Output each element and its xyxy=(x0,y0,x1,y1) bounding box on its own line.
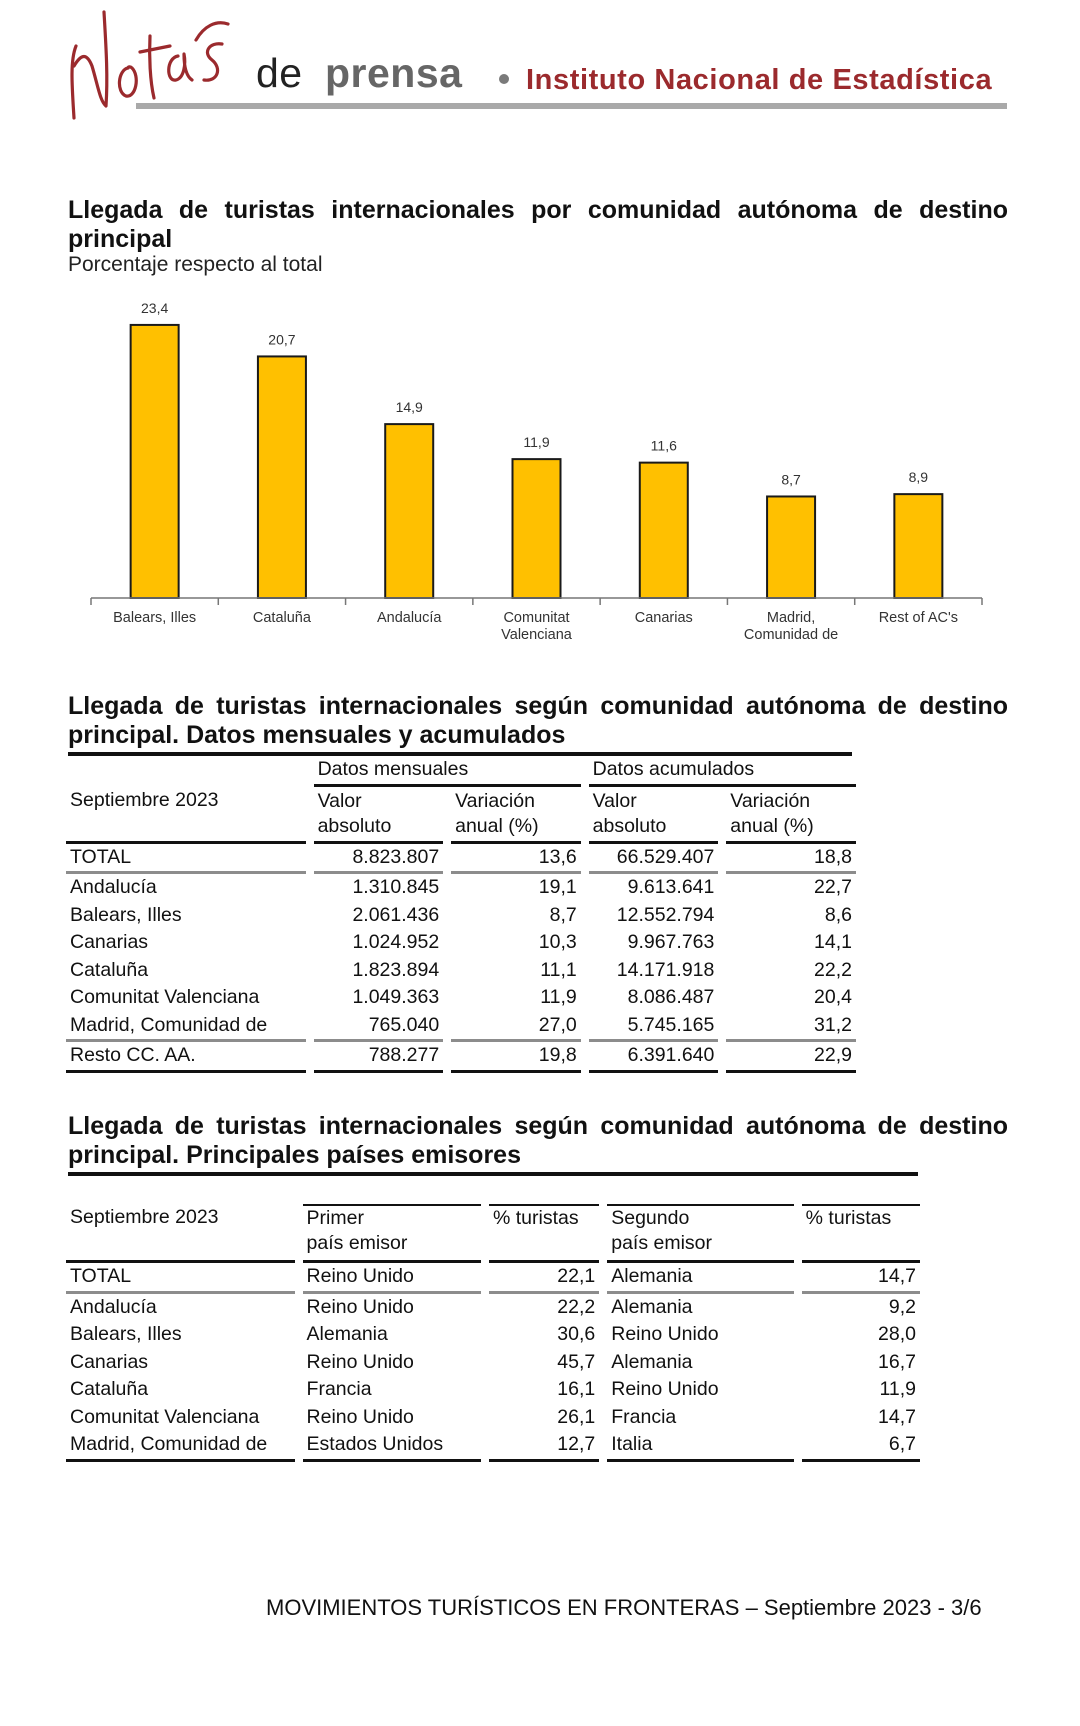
row-label: Canarias xyxy=(70,1350,149,1373)
table-cell: 28,0 xyxy=(878,1323,916,1346)
table-cell: 9,2 xyxy=(888,1295,916,1318)
row-label: Madrid, Comunidad de xyxy=(66,1431,295,1462)
table-cell: 5.745.165 xyxy=(589,1012,719,1043)
row-label: Cataluña xyxy=(70,1378,149,1401)
table-cell: 13,6 xyxy=(451,844,581,875)
table-cell: 1.310.845 xyxy=(352,876,440,899)
table-row xyxy=(66,1042,856,1073)
bar-chart xyxy=(0,280,1080,640)
table-row xyxy=(66,902,856,930)
table-cell: 22,9 xyxy=(726,1042,856,1073)
table-row xyxy=(66,1431,920,1462)
chart-title-line1: Llegada de turistas internacionales por comunidad autónoma de destino xyxy=(68,196,1008,224)
table-cell: 27,0 xyxy=(451,1012,581,1043)
table-row xyxy=(66,984,856,1012)
table-cell: 2.061.436 xyxy=(352,903,440,926)
table-row xyxy=(66,1376,920,1404)
table-cell: Reino Unido xyxy=(611,1323,719,1346)
bar-value-label: 8,7 xyxy=(781,471,801,488)
chart-title-line2: principal xyxy=(68,225,173,253)
category-label: Canarias xyxy=(634,610,693,626)
table-cell: 22,2 xyxy=(557,1295,596,1318)
bar xyxy=(258,356,306,598)
category-label: Comunitat xyxy=(503,610,570,626)
table-row xyxy=(66,1012,856,1043)
table-row xyxy=(66,1294,920,1322)
row-label: Resto CC. AA. xyxy=(66,1042,306,1073)
bar xyxy=(767,496,815,598)
col-header: Segundo país emisor xyxy=(607,1204,793,1263)
table-cell: 10,3 xyxy=(538,931,577,954)
table-cell: 8,6 xyxy=(824,903,852,926)
chart-bars xyxy=(131,325,943,598)
table-cell: 18,8 xyxy=(726,844,856,875)
category-label: Andalucía xyxy=(376,610,442,626)
table-row xyxy=(66,1263,920,1294)
chart-title xyxy=(68,196,1008,254)
table-cell: 765.040 xyxy=(314,1012,444,1043)
category-label: Cataluña xyxy=(252,610,311,626)
page-footer: MOVIMIENTOS TURÍSTICOS EN FRONTERAS – Septiembre 2023 - 3/6 xyxy=(266,1595,982,1620)
table-cell: 11,1 xyxy=(540,958,577,981)
table-cell: 8,7 xyxy=(549,903,577,926)
table-cell: Reino Unido xyxy=(303,1263,481,1294)
row-label: Andalucía xyxy=(70,1295,157,1318)
table-cell: Francia xyxy=(611,1405,677,1428)
table-cell: 20,4 xyxy=(814,986,852,1009)
table-cell: 1.049.363 xyxy=(352,986,440,1009)
table1-title-line1: Llegada de turistas internacionales según comunidad autónoma de destino xyxy=(68,692,1008,720)
bar xyxy=(894,494,942,598)
bar-value-label: 8,9 xyxy=(908,469,929,486)
row-label: Madrid, Comunidad de xyxy=(66,1012,306,1043)
row-label: Comunitat Valenciana xyxy=(70,1405,260,1428)
table-cell: 8.086.487 xyxy=(627,986,715,1009)
table-cell: 22,1 xyxy=(489,1263,599,1294)
table-cell: 14.171.918 xyxy=(616,958,715,981)
table-row xyxy=(66,1404,920,1432)
table2-title-line2: principal. Principales países emisores xyxy=(68,1141,521,1169)
table1-col-header-row xyxy=(66,787,856,844)
table-cell: 66.529.407 xyxy=(589,844,719,875)
bar-value-label: 20,7 xyxy=(268,331,296,348)
group-header-mensuales: Datos mensuales xyxy=(314,756,581,787)
row-label: Canarias xyxy=(70,931,149,954)
table-cell: 31,2 xyxy=(726,1012,856,1043)
table-cell: 14,7 xyxy=(878,1405,916,1428)
table-cell: 12.552.794 xyxy=(616,903,715,926)
table-cell: 26,1 xyxy=(557,1405,596,1428)
table1-group-header-row xyxy=(66,756,856,787)
table-row xyxy=(66,874,856,902)
table-cell: 30,6 xyxy=(557,1323,596,1346)
table-cell: Francia xyxy=(306,1378,372,1401)
table-cell: Italia xyxy=(607,1431,793,1462)
category-label: Valenciana xyxy=(501,627,572,640)
bar xyxy=(513,459,561,598)
table-cell: 1.024.952 xyxy=(352,931,440,954)
bar-value-label: 11,6 xyxy=(650,437,677,454)
table-row xyxy=(66,957,856,985)
category-label: Rest of AC's xyxy=(878,610,959,626)
table1-body xyxy=(66,844,856,1073)
row-label: Balears, Illes xyxy=(70,903,182,926)
table-cell: Reino Unido xyxy=(306,1405,414,1428)
chart-subtitle: Porcentaje respecto al total xyxy=(68,253,323,276)
table-cell: 8.823.807 xyxy=(314,844,444,875)
header-prensa: prensa xyxy=(325,50,463,96)
header-bullet-icon xyxy=(499,74,509,84)
col-header: Variación anual (%) xyxy=(726,787,856,844)
table-cell: 45,7 xyxy=(557,1350,596,1373)
group-header-acumulados: Datos acumulados xyxy=(589,756,856,787)
col-header: % turistas xyxy=(489,1204,599,1263)
table-cell: 22,7 xyxy=(814,876,852,899)
row-label: Cataluña xyxy=(70,958,149,981)
table-cell: 22,2 xyxy=(814,958,852,981)
table-cell: 14,1 xyxy=(814,931,852,954)
table-cell: 6,7 xyxy=(802,1431,920,1462)
monthly-cumulative-table xyxy=(66,756,856,1073)
table2-top-rule xyxy=(68,1172,918,1176)
chart-x-axis xyxy=(91,598,982,605)
table-cell: Alemania xyxy=(607,1263,793,1294)
table-cell: 14,7 xyxy=(802,1263,920,1294)
table-cell: 19,8 xyxy=(451,1042,581,1073)
col-header: Valor absoluto xyxy=(589,787,719,844)
table2-title-line1: Llegada de turistas internacionales según comunidad autónoma de destino xyxy=(68,1112,1008,1140)
category-label: Comunidad de xyxy=(743,627,839,640)
row-label: Comunitat Valenciana xyxy=(70,986,260,1009)
period-label: Septiembre 2023 xyxy=(66,1204,295,1263)
table-cell: Estados Unidos xyxy=(303,1431,481,1462)
table-cell: Alemania xyxy=(611,1350,693,1373)
table-cell: 12,7 xyxy=(489,1431,599,1462)
row-label: Balears, Illes xyxy=(70,1323,182,1346)
table-cell: 1.823.894 xyxy=(352,958,440,981)
header-rule xyxy=(136,103,1007,109)
table-row xyxy=(66,844,856,875)
bar-value-label: 14,9 xyxy=(395,399,423,416)
table1-title xyxy=(68,692,1008,750)
bar-value-label: 11,9 xyxy=(523,434,550,451)
bar-value-label: 23,4 xyxy=(141,299,169,316)
table-cell: 9.613.641 xyxy=(627,876,715,899)
period-label: Septiembre 2023 xyxy=(66,787,306,844)
table1-title-line2: principal. Datos mensuales y acumulados xyxy=(68,721,566,749)
chart-category-labels xyxy=(113,610,958,640)
category-label: Madrid, xyxy=(766,610,816,626)
table-cell: 11,9 xyxy=(879,1378,916,1401)
row-label: Andalucía xyxy=(70,876,157,899)
table-cell: Reino Unido xyxy=(611,1378,719,1401)
table-cell: 11,9 xyxy=(540,986,577,1009)
table-cell: 788.277 xyxy=(314,1042,444,1073)
table-cell: Alemania xyxy=(306,1323,388,1346)
row-label: TOTAL xyxy=(66,1263,295,1294)
table-cell: 16,1 xyxy=(557,1378,596,1401)
row-label: TOTAL xyxy=(66,844,306,875)
table2-body xyxy=(66,1263,920,1462)
table2-header-row xyxy=(66,1204,920,1263)
col-header: Primer país emisor xyxy=(303,1204,481,1263)
table-row xyxy=(66,1321,920,1349)
bar xyxy=(640,463,688,598)
table2-title xyxy=(68,1112,1008,1170)
table-cell: Reino Unido xyxy=(306,1295,414,1318)
table-cell: 19,1 xyxy=(538,876,577,899)
bar xyxy=(385,424,433,598)
table-cell: 9.967.763 xyxy=(627,931,715,954)
col-header: Valor absoluto xyxy=(314,787,444,844)
category-label: Balears, Illes xyxy=(113,610,197,626)
bar xyxy=(131,325,179,598)
col-header: Variación anual (%) xyxy=(451,787,581,844)
table-row xyxy=(66,929,856,957)
table-cell: Alemania xyxy=(611,1295,693,1318)
table-cell: 6.391.640 xyxy=(589,1042,719,1073)
header-de: de xyxy=(256,50,303,96)
main-source-countries-table xyxy=(66,1204,920,1462)
table-cell: Reino Unido xyxy=(306,1350,414,1373)
table-cell: 16,7 xyxy=(878,1350,916,1373)
col-header: % turistas xyxy=(802,1204,920,1263)
header-institution: Instituto Nacional de Estadística xyxy=(526,64,993,96)
table-row xyxy=(66,1349,920,1377)
